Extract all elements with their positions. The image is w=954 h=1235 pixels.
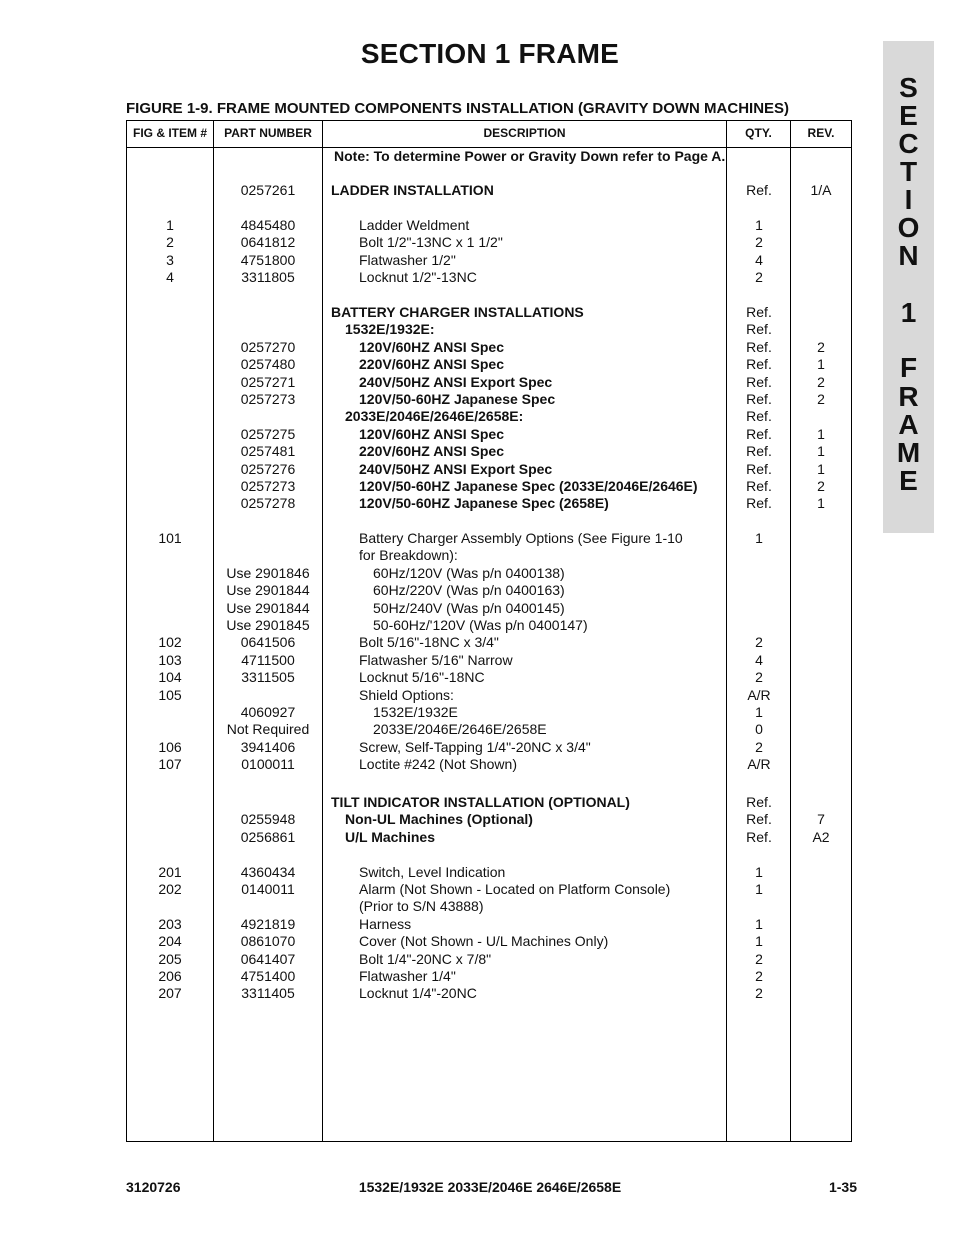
qty-cell: Ref. (746, 182, 772, 198)
table-row (127, 582, 851, 599)
part-number-cell: 0257273 (240, 478, 296, 494)
footer-doc-number: 3120726 (126, 1179, 181, 1195)
fig-item-cell: 3 (166, 252, 174, 268)
table-row (127, 617, 851, 634)
table-row (127, 811, 851, 828)
qty-cell: 1 (755, 217, 763, 233)
table-row (127, 217, 851, 234)
table-row (127, 252, 851, 269)
side-tab-letter: 1 (900, 297, 917, 328)
part-number-cell: 0861070 (240, 933, 296, 949)
description-cell: 60Hz/220V (Was p/n 0400163) (373, 582, 565, 598)
rev-cell: A2 (812, 829, 830, 845)
table-row (127, 721, 851, 738)
fig-item-cell: 102 (158, 634, 182, 650)
qty-cell: 4 (755, 252, 763, 268)
rev-cell: 1 (817, 461, 825, 477)
section-side-tab (883, 41, 934, 533)
side-tab-letter: M (896, 437, 921, 468)
footer-page-number: 1-35 (828, 1179, 857, 1195)
table-row (127, 461, 851, 478)
description-cell: Bolt 1/4"-20NC x 7/8" (359, 951, 492, 967)
description-cell: Non-UL Machines (Optional) (345, 811, 533, 827)
part-number-cell: Not Required (226, 721, 310, 737)
qty-cell: Ref. (746, 426, 772, 442)
description-cell: 120V/60HZ ANSI Spec (359, 426, 504, 442)
page-title: SECTION 1 FRAME (360, 38, 620, 69)
description-cell: 2033E/2046E/2646E/2658E: (345, 408, 524, 424)
qty-cell: A/R (747, 687, 771, 703)
part-number-cell: 0257480 (240, 356, 296, 372)
table-row (127, 634, 851, 651)
side-tab-letter: F (899, 352, 918, 383)
table-row (127, 933, 851, 950)
qty-cell: 2 (755, 634, 763, 650)
part-number-cell: 3311505 (241, 669, 295, 685)
header-description: DESCRIPTION (483, 126, 566, 140)
qty-cell: Ref. (746, 461, 772, 477)
part-number-cell: Use 2901844 (226, 600, 310, 616)
description-cell: Flatwasher 5/16" Narrow (359, 652, 513, 668)
qty-cell: 2 (755, 739, 763, 755)
part-number-cell: 0100011 (241, 756, 295, 772)
description-cell: BATTERY CHARGER INSTALLATIONS (331, 304, 584, 320)
parts-table (126, 120, 852, 1142)
header-part-number: PART NUMBER (224, 126, 312, 140)
qty-cell: 0 (755, 721, 763, 737)
description-cell: Alarm (Not Shown - Located on Platform Console) (359, 881, 671, 897)
rev-cell: 2 (817, 374, 825, 390)
table-row (127, 739, 851, 756)
rev-cell: 2 (817, 391, 825, 407)
description-cell: 60Hz/120V (Was p/n 0400138) (373, 565, 565, 581)
part-number-cell: 0641407 (240, 951, 296, 967)
qty-cell: 1 (755, 530, 763, 546)
table-row (127, 985, 851, 1002)
part-number-cell: 4921819 (240, 916, 296, 932)
table-row (127, 951, 851, 968)
rev-cell: 1 (817, 356, 825, 372)
part-number-cell: Use 2901845 (226, 617, 310, 633)
rev-cell: 2 (817, 339, 825, 355)
table-row (127, 339, 851, 356)
description-cell: 120V/50-60HZ Japanese Spec (2033E/2046E/2646E) (359, 478, 698, 494)
description-cell: TILT INDICATOR INSTALLATION (OPTIONAL) (331, 794, 630, 810)
fig-item-cell: 201 (158, 864, 182, 880)
qty-cell: 2 (755, 951, 763, 967)
fig-item-cell: 4 (166, 269, 174, 285)
qty-cell: Ref. (746, 356, 772, 372)
table-row (127, 704, 851, 721)
table-row (127, 794, 851, 811)
part-number-cell: 4060927 (240, 704, 296, 720)
description-cell: 240V/50HZ ANSI Export Spec (359, 461, 553, 477)
rev-cell: 1 (817, 495, 825, 511)
description-cell: Ladder Weldment (359, 217, 470, 233)
table-row (127, 426, 851, 443)
description-cell: 240V/50HZ ANSI Export Spec (359, 374, 553, 390)
figure-title: FIGURE 1-9. FRAME MOUNTED COMPONENTS INSTALLATION (GRAVITY DOWN MACHINES) (126, 100, 790, 117)
part-number-cell: 0257270 (240, 339, 296, 355)
description-cell: 1532E/1932E: (345, 321, 435, 337)
description-cell: 120V/50-60HZ Japanese Spec (2658E) (359, 495, 609, 511)
description-cell: Locknut 5/16"-18NC (359, 669, 485, 685)
rev-cell: 1 (817, 426, 825, 442)
description-cell: Locknut 1/4"-20NC (359, 985, 477, 1001)
table-row (127, 443, 851, 460)
table-row (127, 669, 851, 686)
fig-item-cell: 206 (158, 968, 182, 984)
qty-cell: 1 (755, 864, 763, 880)
rev-cell: 1 (817, 443, 825, 459)
rev-cell: 7 (817, 811, 825, 827)
description-cell: Battery Charger Assembly Options (See Figure 1-10 (359, 530, 683, 546)
qty-cell: 1 (755, 704, 763, 720)
side-tab-letter: O (897, 212, 920, 243)
description-cell: Bolt 5/16"-18NC x 3/4" (359, 634, 499, 650)
description-cell: Bolt 1/2"-13NC x 1 1/2" (359, 234, 503, 250)
description-cell: Harness (359, 916, 412, 932)
qty-cell: Ref. (746, 408, 772, 424)
qty-cell: 2 (755, 985, 763, 1001)
fig-item-cell: 101 (158, 530, 182, 546)
fig-item-cell: 106 (158, 739, 182, 755)
rev-cell: 1/A (810, 182, 832, 198)
description-cell: LADDER INSTALLATION (331, 182, 494, 198)
table-row (127, 356, 851, 373)
description-cell: 2033E/2046E/2646E/2658E (373, 721, 547, 737)
description-cell: for Breakdown): (359, 547, 458, 563)
part-number-cell: 0257275 (240, 426, 296, 442)
table-row (127, 881, 851, 898)
fig-item-cell: 2 (166, 234, 174, 250)
side-tab-letter: C (898, 128, 919, 159)
description-cell: 220V/60HZ ANSI Spec (359, 443, 504, 459)
header-fig-item: FIG & ITEM # (132, 126, 207, 140)
table-row (127, 864, 851, 881)
table-row (127, 547, 851, 564)
table-row (127, 374, 851, 391)
fig-item-cell: 202 (158, 881, 182, 897)
qty-cell: Ref. (746, 495, 772, 511)
part-number-cell: 0257273 (240, 391, 296, 407)
table-row (127, 565, 851, 582)
fig-item-cell: 205 (158, 951, 182, 967)
description-cell: Flatwasher 1/4" (359, 968, 456, 984)
fig-item-cell: 207 (158, 985, 182, 1001)
part-number-cell: 0257276 (240, 461, 296, 477)
qty-cell: Ref. (746, 794, 772, 810)
table-row (127, 182, 851, 199)
table-row (127, 652, 851, 669)
qty-cell: 1 (755, 881, 763, 897)
side-tab-letter: A (898, 409, 919, 440)
qty-cell: Ref. (746, 374, 772, 390)
description-cell: 50-60Hz/'120V (Was p/n 0400147) (373, 617, 588, 633)
table-row (127, 391, 851, 408)
fig-item-cell: 105 (158, 687, 182, 703)
part-number-cell: 4711500 (241, 652, 295, 668)
description-cell: (Prior to S/N 43888) (359, 898, 484, 914)
part-number-cell: 0257271 (240, 374, 296, 390)
rev-cell: 2 (817, 478, 825, 494)
part-number-cell: 0641506 (240, 634, 296, 650)
side-tab-letter: I (904, 184, 913, 215)
part-number-cell: 0257278 (240, 495, 296, 511)
description-cell: Switch, Level Indication (359, 864, 506, 880)
qty-cell: A/R (747, 756, 771, 772)
description-cell: U/L Machines (345, 829, 435, 845)
part-number-cell: Use 2901846 (226, 565, 310, 581)
description-cell: 1532E/1932E (373, 704, 458, 720)
side-tab-letter: E (899, 465, 918, 496)
part-number-cell: 4751800 (240, 252, 296, 268)
qty-cell: 1 (755, 933, 763, 949)
table-row (127, 478, 851, 495)
table-row (127, 495, 851, 512)
table-row (127, 530, 851, 547)
qty-cell: Ref. (746, 391, 772, 407)
description-cell: 50Hz/240V (Was p/n 0400145) (373, 600, 565, 616)
qty-cell: Ref. (746, 321, 772, 337)
side-tab-letter: S (899, 72, 918, 103)
side-tab-letter: T (899, 156, 918, 187)
description-cell: Note: To determine Power or Gravity Down refer to Page A. (334, 148, 726, 164)
part-number-cell: 0257261 (240, 182, 296, 198)
table-row (127, 687, 851, 704)
qty-cell: 4 (755, 652, 763, 668)
side-tab-letter: E (899, 100, 918, 131)
fig-item-cell: 204 (158, 933, 182, 949)
table-row (127, 269, 851, 286)
table-row (127, 321, 851, 338)
qty-cell: Ref. (746, 304, 772, 320)
table-row (127, 898, 851, 915)
description-cell: Cover (Not Shown - U/L Machines Only) (359, 933, 609, 949)
description-cell: Loctite #242 (Not Shown) (359, 756, 517, 772)
qty-cell: Ref. (746, 811, 772, 827)
table-row (127, 916, 851, 933)
qty-cell: 2 (755, 269, 763, 285)
fig-item-cell: 107 (158, 756, 182, 772)
qty-cell: 2 (755, 234, 763, 250)
side-tab-letter: R (898, 381, 919, 412)
part-number-cell: 0256861 (240, 829, 296, 845)
table-row (127, 600, 851, 617)
table-row (127, 148, 851, 165)
part-number-cell: 0140011 (241, 881, 295, 897)
part-number-cell: 0255948 (240, 811, 296, 827)
table-row (127, 304, 851, 321)
part-number-cell: 3311805 (241, 269, 295, 285)
qty-cell: Ref. (746, 443, 772, 459)
side-tab-letter: N (898, 240, 919, 271)
part-number-cell: 0257481 (240, 443, 296, 459)
description-cell: Shield Options: (359, 687, 454, 703)
header-qty: QTY. (745, 126, 772, 140)
part-number-cell: 4360434 (240, 864, 296, 880)
part-number-cell: Use 2901844 (226, 582, 310, 598)
description-cell: 120V/60HZ ANSI Spec (359, 339, 504, 355)
part-number-cell: 4751400 (240, 968, 296, 984)
fig-item-cell: 203 (158, 916, 182, 932)
qty-cell: 2 (755, 669, 763, 685)
part-number-cell: 0641812 (240, 234, 296, 250)
fig-item-cell: 103 (158, 652, 182, 668)
part-number-cell: 4845480 (240, 217, 296, 233)
header-rev: REV. (807, 126, 835, 140)
table-row (127, 408, 851, 425)
table-row (127, 968, 851, 985)
table-row (127, 829, 851, 846)
fig-item-cell: 1 (166, 217, 174, 233)
description-cell: 120V/50-60HZ Japanese Spec (359, 391, 556, 407)
description-cell: Locknut 1/2"-13NC (359, 269, 477, 285)
table-row (127, 756, 851, 773)
description-cell: Screw, Self-Tapping 1/4"-20NC x 3/4" (359, 739, 591, 755)
part-number-cell: 3311405 (241, 985, 295, 1001)
fig-item-cell: 104 (158, 669, 182, 685)
qty-cell: Ref. (746, 478, 772, 494)
qty-cell: 2 (755, 968, 763, 984)
part-number-cell: 3941406 (240, 739, 296, 755)
qty-cell: 1 (755, 916, 763, 932)
table-row (127, 234, 851, 251)
footer-models: 1532E/1932E 2033E/2046E 2646E/2658E (358, 1179, 622, 1195)
description-cell: Flatwasher 1/2" (359, 252, 456, 268)
description-cell: 220V/60HZ ANSI Spec (359, 356, 504, 372)
qty-cell: Ref. (746, 339, 772, 355)
qty-cell: Ref. (746, 829, 772, 845)
